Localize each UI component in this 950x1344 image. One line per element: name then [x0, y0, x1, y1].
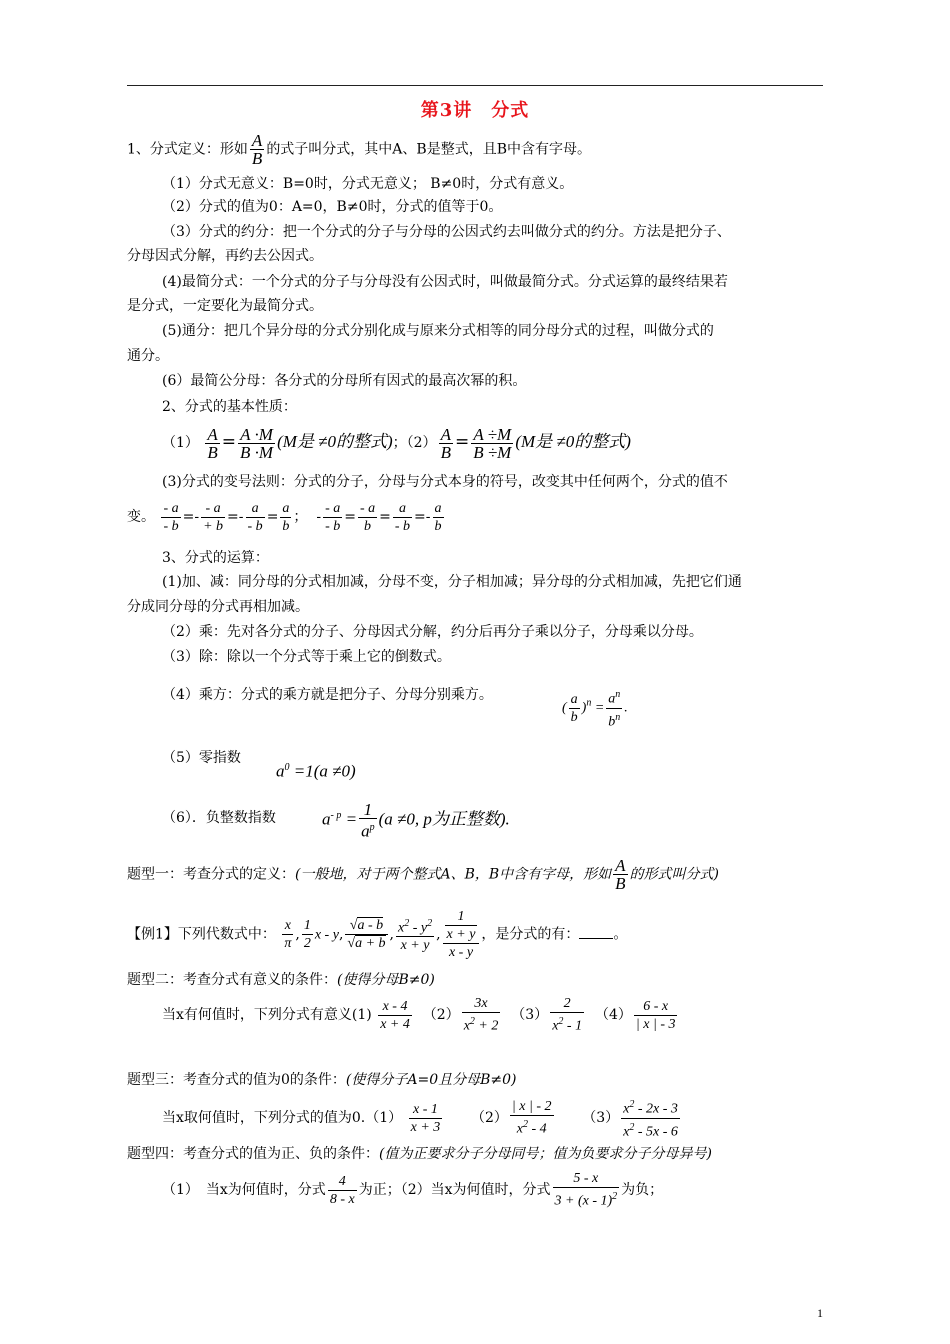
power-formula: ( $\frac{a}{b}$ )$^n$ = $\frac{a^n}{b^n}$ . [562, 686, 628, 730]
item-common-denominator-cont: 通分。 [127, 348, 169, 364]
type-2-question: 当x有何值时，下列分式有意义(1) $\frac{x - 4}{x + 4}$ （2） $\frac{3x}{x^2 + 2}$ （3） $\frac{2}{x^2 - 1}$ （4） $\frac{6 - x}{| x | - 3}$ [162, 996, 676, 1034]
type-1-heading: 题型一：考查分式的定义：(一般地，对于两个整式A、B，B中含有字母，形如 $\frac{A}{B}$ 的形式叫分式) [127, 856, 720, 893]
section-3-heading: 3、分式的运算： [162, 550, 269, 566]
zero-exponent-formula: $a^0 =1(a \ne 0)$ [276, 761, 356, 781]
example-1: 【例1】下列代数式中： $\frac{x}{\pi}$ , $\frac{1}{2}$ x - y, $\frac{√a - b}{√a + b}$ , $\frac{x^2 - y^2}{x + y}$ , $\frac{\frac{1}{x + y}}{x - y}$ ，是分式的有： 。 [127, 909, 628, 960]
fraction-a-over-b: $\frac{A}{B}$ [251, 131, 263, 168]
sign-rule-formulas: 变。 $\frac{- a}{- b}$ =- $\frac{- a}{+ b}$ =- $\frac{a}{- b}$ = $\frac{a}{b}$ ； - $\frac{- a}{- b}$ = $\frac{- a}{b}$ = $\frac{a}{- b}$ =- $\frac{a}{b}$ [127, 500, 442, 534]
op-multiply: （2）乘：先对各分式的分子、分母因式分解，约分后再分子乘以分子，分母乘以分母。 [162, 624, 703, 640]
op-zero-exponent: （5）零指数 [162, 750, 241, 766]
item-lcd: (6）最简公分母：各分式的分母所有因式的最高次幂的积。 [162, 373, 527, 389]
op-add-subtract-cont: 分成同分母的分式再相加减。 [127, 599, 309, 615]
basic-property-formulas: （1） $\frac{A}{B}$ = $\frac{A \cdot M}{B \cdot M}$ (M是 ≠0的整式)；（2） $\frac{A}{B}$ = $\frac{A \div M}{B \div M}$ (M是 ≠0的整式) [162, 424, 631, 462]
type-2-heading: 题型二：考查分式有意义的条件：(使得分母B≠0) [127, 972, 435, 988]
page-number: 1 [817, 1306, 823, 1320]
page-title: 第3讲 分式 [420, 100, 530, 121]
op-negative-exponent: （6）．负整数指数 [162, 810, 276, 826]
type-3-heading: 题型三：考查分式的值为0的条件：(使得分子A=0且分母B≠0) [127, 1072, 517, 1088]
type-4-heading: 题型四：考查分式的值为正、负的条件：(值为正要求分子分母同号；值为负要求分子分母异号) [127, 1146, 712, 1162]
type-3-question: 当x取何值时，下列分式的值为0.（1） $\frac{x - 1}{x + 3}$ （2） $\frac{| x | - 2}{x^2 - 4}$ （3） $\frac{x^2 - 2x - 3}{x^2 - 5x - 6}$ [162, 1096, 682, 1140]
definition-line: 1、分式定义：形如 $\frac{A}{B}$ 的式子叫分式，其中A、B是整式，且B中含有字母。 [127, 131, 591, 168]
op-power: （4）乘方：分式的乘方就是把分子、分母分别乘方。 [162, 687, 493, 703]
item-simplest-cont: 是分式，一定要化为最简分式。 [127, 298, 323, 314]
op-add-subtract: (1)加、减：同分母的分式相加减，分母不变，分子相加减；异分母的分式相加减，先把它们通 [162, 574, 742, 590]
item-common-denominator: (5)通分：把几个异分母的分式分别化成与原来分式相等的同分母分式的过程，叫做分式的 [162, 323, 714, 339]
item-undefined: （1）分式无意义：B=0时，分式无意义； B≠0时，分式有意义。 [162, 176, 574, 192]
answer-blank[interactable] [579, 938, 613, 939]
type-4-question: （1） 当x为何值时，分式 $\frac{4}{8 - x}$ 为正；（2）当x为何值时，分式 $\frac{5 - x}{3 + (x - 1)^2}$ 为负； [162, 1171, 664, 1209]
item-simplest: (4)最简分式：一个分式的分子与分母没有公因式时，叫做最简分式。分式运算的最终结果若 [162, 274, 728, 290]
header-rule [127, 85, 823, 86]
item-reduction-cont: 分母因式分解，再约去公因式。 [127, 248, 323, 264]
item-reduction: （3）分式的约分：把一个分式的分子与分母的公因式约去叫做分式的约分。方法是把分子、 [162, 224, 731, 240]
negative-exponent-formula: $a^{- p}$ = $\frac{1}{a^p}$ (a ≠0, p为正整数). [322, 800, 510, 842]
sign-rule: (3)分式的变号法则：分式的分子，分母与分式本身的符号，改变其中任何两个，分式的值不 [162, 474, 728, 490]
section-2-heading: 2、分式的基本性质： [162, 399, 297, 415]
item-zero-value: （2）分式的值为0：A=0，B≠0时，分式的值等于0。 [162, 199, 503, 215]
op-divide: （3）除：除以一个分式等于乘上它的倒数式。 [162, 649, 451, 665]
